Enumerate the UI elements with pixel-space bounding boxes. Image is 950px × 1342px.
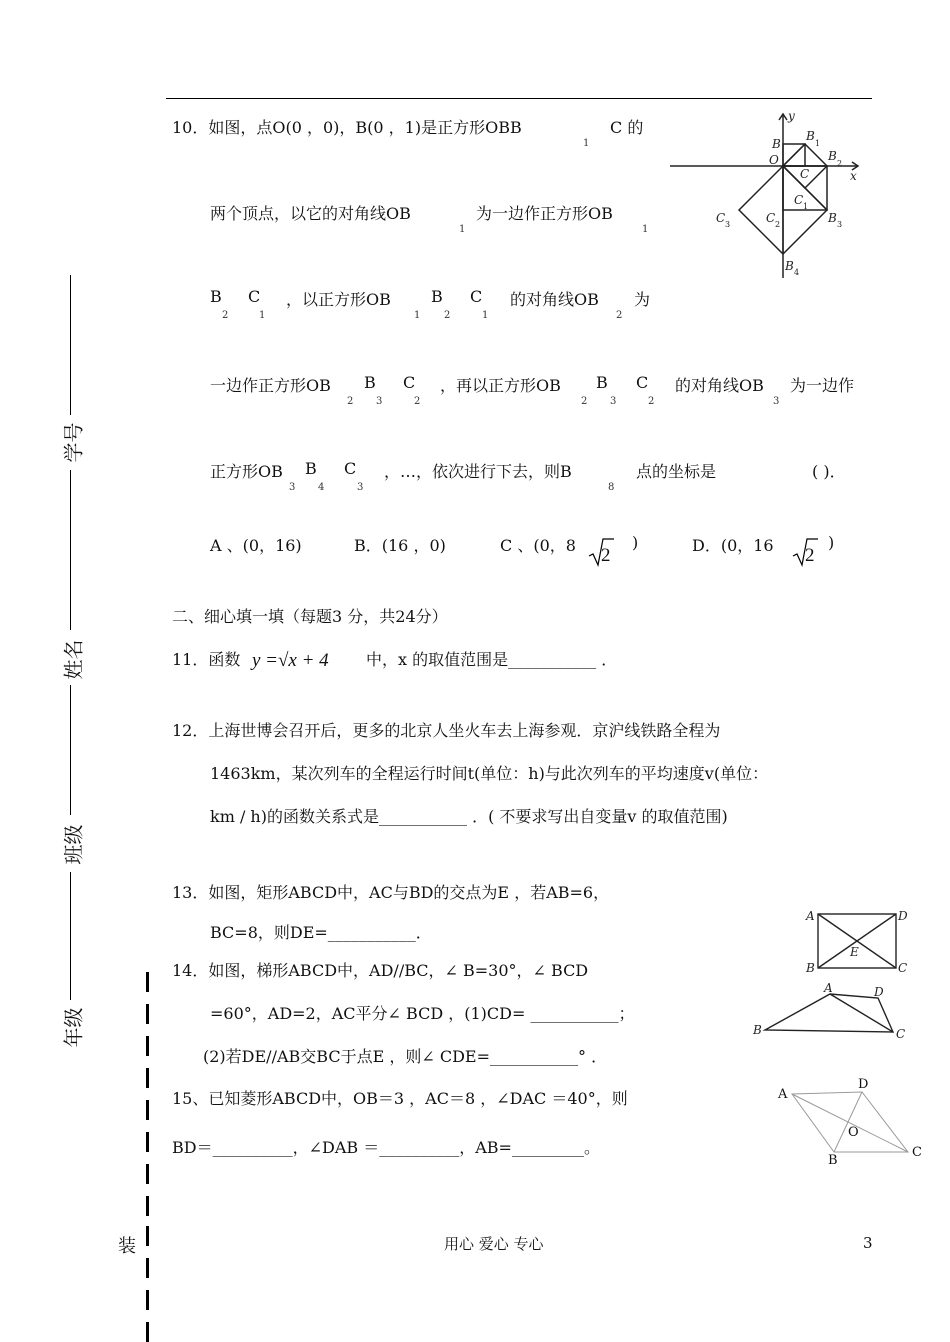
svg-text:2: 2 bbox=[775, 220, 781, 229]
option-b: B．(16 ，0) bbox=[354, 536, 446, 555]
svg-text:y: y bbox=[788, 109, 795, 123]
label-class: 班级 bbox=[61, 824, 86, 865]
section-2-heading: 二、细心填一填（每题3 分，共24分） bbox=[172, 607, 448, 626]
svg-text:B: B bbox=[785, 259, 794, 273]
side-line-4 bbox=[70, 872, 71, 1000]
option-c: C 、(0，8 bbox=[500, 536, 576, 555]
square-sequence-figure bbox=[660, 108, 875, 284]
svg-text:D: D bbox=[898, 909, 908, 923]
svg-text:C: C bbox=[766, 211, 776, 225]
svg-text:B: B bbox=[828, 1153, 838, 1168]
svg-text:3: 3 bbox=[725, 220, 731, 229]
svg-text:D: D bbox=[858, 1077, 869, 1092]
svg-text:4: 4 bbox=[794, 268, 800, 277]
formula-sqrt: y =√x + 4 bbox=[252, 650, 329, 671]
svg-text:2: 2 bbox=[837, 159, 843, 168]
side-line-2 bbox=[70, 470, 71, 630]
svg-text:C: C bbox=[716, 211, 726, 225]
side-line-1 bbox=[70, 275, 71, 415]
svg-text:E: E bbox=[850, 945, 859, 959]
svg-text:D: D bbox=[874, 985, 884, 999]
binding-label: 装 bbox=[118, 1236, 136, 1257]
svg-text:B: B bbox=[753, 1023, 762, 1037]
svg-text:B: B bbox=[772, 137, 781, 151]
footer-motto: 用心 爱心 专心 bbox=[444, 1235, 544, 1253]
svg-text:C: C bbox=[794, 193, 804, 207]
option-d: D．(0，16 bbox=[692, 536, 774, 555]
option-a: A 、(0，16) bbox=[210, 536, 302, 555]
svg-text:B: B bbox=[806, 129, 815, 143]
trapezoid-figure bbox=[750, 982, 915, 1042]
svg-text:x: x bbox=[850, 169, 857, 183]
svg-text:A: A bbox=[778, 1087, 788, 1102]
svg-text:1: 1 bbox=[815, 139, 821, 148]
svg-text:1: 1 bbox=[803, 202, 809, 211]
header-rule bbox=[166, 98, 872, 99]
svg-text:B: B bbox=[806, 961, 815, 975]
rectangle-figure bbox=[800, 906, 915, 978]
svg-text:B: B bbox=[828, 149, 837, 163]
rhombus-figure bbox=[770, 1072, 930, 1172]
svg-text:C: C bbox=[800, 167, 810, 181]
svg-text:B: B bbox=[828, 211, 837, 225]
side-line-3 bbox=[70, 685, 71, 815]
label-grade: 年级 bbox=[61, 1007, 86, 1048]
svg-text:A: A bbox=[824, 982, 833, 995]
label-student-id: 学号 bbox=[61, 422, 86, 463]
svg-text:C: C bbox=[912, 1145, 922, 1160]
svg-text:O: O bbox=[769, 153, 779, 167]
label-name: 姓名 bbox=[61, 639, 86, 680]
svg-text:3: 3 bbox=[837, 220, 843, 229]
svg-text:O: O bbox=[848, 1125, 859, 1140]
svg-text:C: C bbox=[896, 1027, 906, 1041]
page-number: 3 bbox=[863, 1234, 873, 1252]
svg-text:C: C bbox=[898, 961, 908, 975]
svg-text:A: A bbox=[806, 909, 815, 923]
